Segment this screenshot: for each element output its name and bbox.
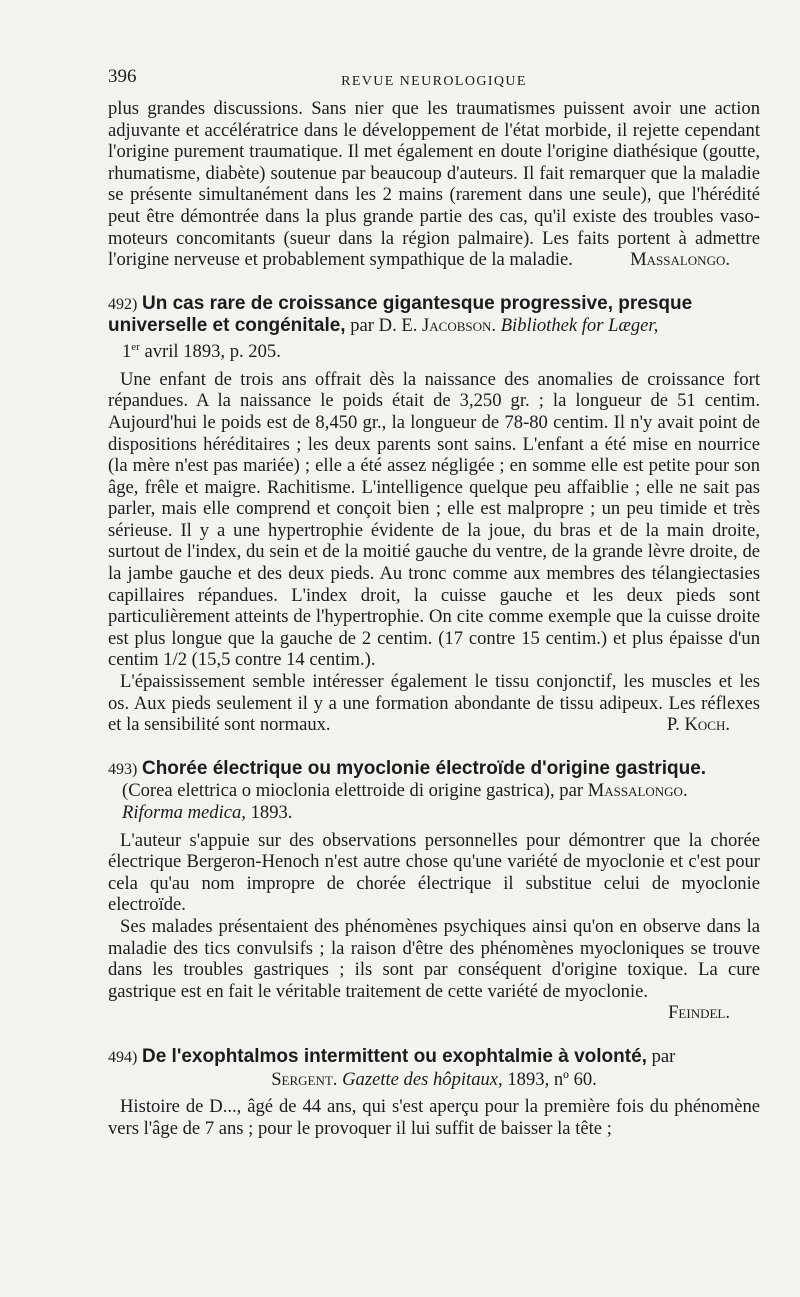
article-signature: P. Koch. (666, 714, 730, 736)
article-signature: Feindel. (668, 1002, 730, 1024)
article-494 (108, 1046, 760, 1139)
article-journal: Gazette des hôpitaux, (342, 1068, 503, 1090)
article-paragraph: Histoire de D..., âgé de 44 ans, qui s'est aperçu pour la première fois du phénomène vers l'âge de 7 ans ; pour le provoquer il lui suffit de baisser la tête ; (108, 1096, 760, 1139)
article-paragraph: Ses malades présentaient des phénomènes psychiques ainsi qu'on en observe dans la maladie des tics convulsifs ; la raison d'être des phénomènes myocloniques se trouve dans les troubles gastriques ; ils sont par conséquent d'origine toxique. La cure gastrique est en fait le véritable traitement de cette variété de myoclonie. (108, 915, 760, 1002)
date-rest: avril 1893, p. 205. (144, 341, 281, 363)
article-493-heading (108, 758, 760, 824)
article-year: 1893, nº 60. (507, 1068, 597, 1090)
article-title: Un cas rare de croissance gigantesque progressive, presque universelle et congénitale, (108, 292, 693, 337)
article-494-heading (108, 1046, 760, 1090)
article-paragraph: L'auteur s'appuie sur des observations personnelles pour démontrer que la chorée électrique Bergeron-Henoch n'est autre chose qu'une variété de myoclonie et c'est pour cela qu'au nom impropre de chorée électrique il substitue celui de myoclonie electroïde. (108, 829, 760, 916)
article-year: 1893. (250, 802, 293, 823)
article-494-body (108, 1096, 760, 1139)
article-number: 494) (108, 1048, 138, 1066)
article-paragraph-text: L'épaississement semble intéresser également le tissu conjonctif, les muscles et les os. Aux pieds seulement il y a une formation abondante de tissu adipeux. Les réflexes et la sensibilité sont normaux. (108, 671, 760, 736)
article-title: De l'exophtalmos intermittent ou exophtalmie à volonté, (141, 1045, 647, 1067)
date-day: 1 (122, 341, 132, 363)
article-493 (108, 758, 760, 1024)
intro-text: plus grandes discussions. Sans nier que les traumatismes puissent avoir une action adjuvante et accélératrice dans le développement de l'état morbide, il rejette cependant l'origine purement traumatique. Il met également en doute l'origine diathésique (goutte, rhumatisme, diabète) soutenue par beaucoup d'auteurs. Il fait remarquer que la maladie se présente simultanément dans les 2 mains (rarement dans une seule), que l'hérédité peut être démontrée dans la plus grande partie des cas, qu'il existe des troubles vaso-moteurs concomitants (sueur dans la région palmaire). Les faits portent à admettre l'origine nerveuse et probablement sympathique de la maladie. (108, 98, 760, 271)
intro-section (108, 98, 760, 271)
article-journal: Riforma medica, (122, 802, 246, 823)
article-date (108, 341, 281, 362)
article-number: 492) (108, 295, 138, 313)
article-492-body (108, 369, 760, 736)
article-journal: Bibliothek for Læger, (500, 315, 659, 337)
article-by: par (651, 1045, 676, 1067)
article-492 (108, 293, 760, 736)
date-sup: er (131, 340, 140, 353)
intro-paragraph (108, 98, 760, 271)
page-number: 396 (108, 66, 137, 87)
article-author: Sergent. (271, 1068, 338, 1090)
article-493-body (108, 830, 760, 1024)
article-author: Massalongo. (587, 780, 688, 802)
article-author: D. E. Jacobson. (378, 315, 497, 337)
article-subtitle: (Corea elettrica o mioclonia elettroide di origine gastrica), par (122, 780, 584, 802)
article-paragraph (108, 671, 760, 736)
page-header (108, 62, 760, 98)
article-title: Chorée électrique ou myoclonie électroïde d'origine gastrique. (141, 757, 707, 779)
intro-signature: Massalongo. (630, 249, 730, 271)
article-paragraph: Une enfant de trois ans offrait dès la naissance des anomalies de croissance fort répandues. A la naissance le poids était de 3,250 gr. ; la longueur de 51 centim. Aujourd'hui le poids est de 8,450 gr., la longueur de 78-80 centim. Il n'y avait point de dispositions héréditaires ; les deux parents sont sains. L'enfant a été mise en nourrice (la mère n'est pas mariée) ; elle a été assez négligée ; en somme elle est petite pour son âge, frêle et maigre. Rachitisme. L'intelligence quelque peu affaiblie ; elle ne sait pas parler, mais elle comprend et conçoit bien ; elle est malpropre ; un peu timide et très sérieuse. Il y a une hypertrophie évidente de la joue, du bras et de la main droite, surtout de l'index, du sein et de la moitié gauche du ventre, de la grande lèvre droite, de la jambe gauche et des deux pieds. Au tronc comme aux membres des télangiectasies capillaires répandues. L'index droit, la cuisse gauche et les deux pieds sont particulièrement atteints de l'hypertrophie. On cite comme exemple que la cuisse droite est plus longue que la gauche de 2 centim. (17 contre 15 centim.) et plus épaisse d'un centim 1/2 (15,5 contre 14 centim.). (108, 368, 760, 671)
article-citation (108, 1069, 760, 1091)
running-title: REVUE NEUROLOGIQUE (341, 74, 527, 89)
article-number: 493) (108, 760, 138, 778)
article-492-heading (108, 293, 760, 363)
article-by: par (350, 315, 374, 337)
